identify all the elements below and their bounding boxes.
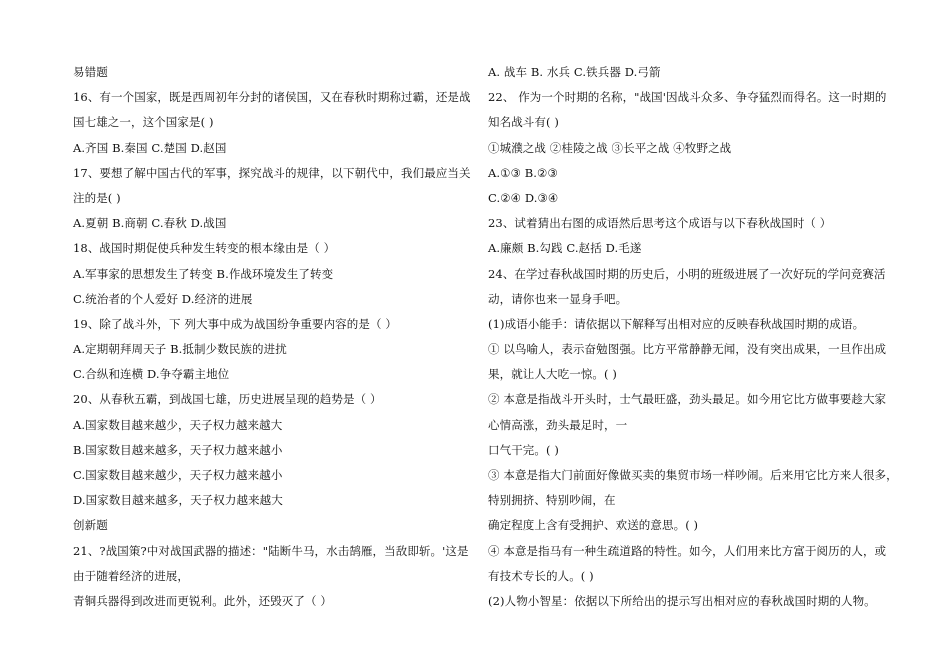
text-line: ① 以鸟喻人，表示奋勉图强。比方平常静静无闻，没有突出成果，一旦作出成	[488, 342, 887, 357]
text-line: (1)成语小能手：请依据以下解释写出相对应的反映春秋战国时期的成语。	[488, 316, 865, 331]
text-line: ③ 本意是指大门前面好像做买卖的集贸市场一样吵闹。后来用它比方来人很多，	[488, 468, 898, 482]
text-line: ④ 本意是指马有一种生疏道路的特性。如今，人们用来比方富于阅历的人，或	[488, 543, 887, 558]
text-line: A.①③ B.②③	[488, 165, 558, 180]
text-line: 注的是( )	[73, 190, 121, 205]
text-line: ② 本意是指战斗开头时，士气最旺盛，劲头最足。如今用它比方做事要趁大家	[488, 392, 887, 407]
text-line: 21、?战国策?中对战国武器的描述："陆断牛马，水击鹄雁，当敌即斩。'这是	[73, 543, 469, 558]
text-line: 22、 作为一个时期的名称，"战国'因战斗众多、争夺猛烈而得名。这一时期的	[488, 90, 887, 105]
text-line: 确定程度上含有受拥护、欢送的意思。( )	[488, 518, 699, 533]
text-line: 创新题	[73, 518, 108, 533]
text-line: C.合纵和连横 D.争夺霸主地位	[73, 367, 230, 382]
text-line: A.军事家的思想发生了转变 B.作战环境发生了转变	[73, 266, 334, 281]
text-line: 19、除了战斗外，下 列大事中成为战国纷争重要内容的是（ ）	[73, 316, 397, 331]
text-line: A. 战车 B. 水兵 C.铁兵器 D.弓箭	[488, 65, 661, 79]
text-line: 口气干完。( )	[488, 442, 559, 457]
text-line: 特别拥挤、特别吵闹，在	[488, 493, 616, 508]
text-line: 果，就让人大吃一惊。( )	[488, 367, 617, 382]
text-line: A.廉颇 B.勾践 C.赵括 D.毛遂	[488, 241, 642, 256]
text-line: 心情高涨，劲头最足时，一	[488, 417, 628, 432]
text-line: C.统治者的个人爱好 D.经济的进展	[73, 291, 253, 306]
text-line: 20、从春秋五霸，到战国七雄，历史进展呈现的趋势是（ ）	[73, 392, 382, 407]
text-line: 知名战斗有( )	[488, 115, 559, 130]
text-line: A.定期朝拜周天子 B.抵制少数民族的进扰	[73, 342, 287, 357]
text-line: 17、要想了解中国古代的军事，探究战斗的规律，以下朝代中，我们最应当关	[73, 165, 471, 180]
text-line: 国七雄之一，这个国家是( )	[73, 115, 214, 130]
text-line: A.齐国 B.秦国 C.楚国 D.赵国	[73, 140, 227, 155]
text-line: 18、战国时期促使兵种发生转变的根本缘由是（ ）	[73, 241, 336, 256]
text-line: 有技术专长的人。( )	[488, 568, 594, 583]
text-line: 16、有一个国家，既是西周初年分封的诸侯国，又在春秋时期称过霸，还是战	[73, 90, 471, 105]
text-line: C.国家数目越来越少，天子权力越来越小	[73, 468, 283, 482]
text-line: C.②④ D.③④	[488, 190, 559, 205]
text-line: ①城濮之战 ②桂陵之战 ③长平之战 ④牧野之战	[488, 140, 732, 155]
text-line: 青铜兵器得到改进而更锐利。此外，还毁灭了（ ）	[73, 593, 332, 608]
text-line: 24、在学过春秋战国时期的历史后，小明的班级进展了一次好玩的学问竞赛活	[488, 266, 886, 281]
text-line: 23、试着猜出右图的成语然后思考这个成语与以下春秋战国时（ ）	[488, 216, 832, 231]
text-line: D.国家数目越来越多，天子权力越来越大	[73, 493, 283, 508]
text-line: 易错题	[73, 65, 108, 79]
text-line: A.夏朝 B.商朝 C.春秋 D.战国	[73, 216, 227, 231]
text-line: (2)人物小智星：依据以下所给出的提示写出相对应的春秋战国时期的人物。	[488, 593, 876, 608]
text-line: B.国家数目越来越多，天子权力越来越小	[73, 442, 283, 457]
right-column	[488, 60, 898, 614]
text-line: 由于随着经济的进展，	[73, 568, 189, 583]
left-column	[73, 60, 471, 614]
text-line: A.国家数目越来越少，天子权力越来越大	[73, 417, 283, 432]
text-line: 动，请你也来一显身手吧。	[488, 291, 628, 306]
